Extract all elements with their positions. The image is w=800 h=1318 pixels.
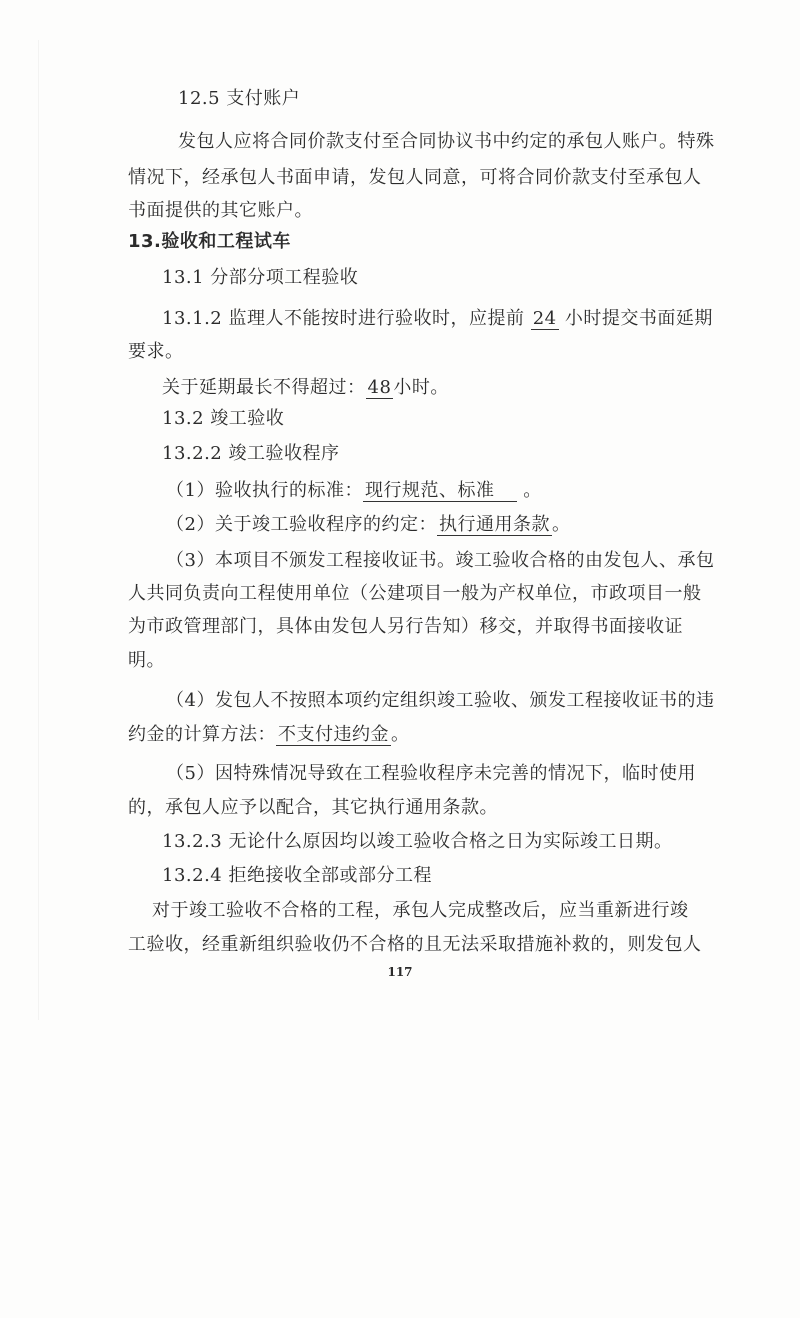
paragraph-line: 工验收，经重新组织验收仍不合格的且无法采取措施补救的，则发包人 [128, 934, 702, 955]
max-delay-hours: 48 [367, 377, 392, 398]
paragraph-line: 的，承包人应予以配合，其它执行通用条款。 [128, 797, 498, 818]
section-13-2-3-text: 13.2.3 无论什么原因均以竣工验收合格之日为实际竣工日期。 [162, 831, 673, 852]
section-13-heading: 13.验收和工程试车 [128, 231, 291, 252]
clause-text: 13.1.2 监理人不能按时进行验收时，应提前 [162, 308, 525, 329]
section-13-2-title: 13.2 竣工验收 [162, 408, 285, 429]
item-4-penalty-line [128, 723, 410, 747]
section-13-1-title: 13.1 分部分项工程验收 [162, 267, 359, 288]
paragraph-line: 发包人应将合同价款支付至合同协议书中约定的承包人账户。特殊 [178, 131, 715, 152]
section-13-1-2-line [162, 307, 713, 331]
paragraph-line: 要求。 [128, 341, 184, 362]
procedure-agreement-value: 执行通用条款 [438, 514, 550, 535]
paragraph-line: 对于竣工验收不合格的工程，承包人完成整改后，应当重新进行竣 [152, 900, 689, 921]
clause-text: 小时提交书面延期 [564, 308, 713, 329]
clause-text: 。 [391, 724, 410, 745]
clause-text: 。 [551, 514, 571, 535]
section-13-2-4-title: 13.2.4 拒绝接收全部或部分工程 [162, 865, 432, 886]
section-12-5-title: 12.5 支付账户 [178, 88, 301, 109]
penalty-method-value: 不支付违约金 [278, 724, 389, 745]
delay-limit-line [162, 376, 449, 400]
clause-text: 关于延期最长不得超过： [162, 377, 366, 398]
clause-text: （1）验收执行的标准： [166, 480, 363, 501]
paragraph-line: （3）本项目不颁发工程接收证书。竣工验收合格的由发包人、承包 [166, 550, 715, 571]
page-number: 117 [387, 965, 413, 979]
paragraph-line: 人共同负责向工程使用单位（公建项目一般为产权单位，市政项目一般 [128, 583, 702, 604]
clause-text: 小时。 [393, 377, 449, 398]
paragraph-line: （5）因特殊情况导致在工程验收程序未完善的情况下，临时使用 [166, 763, 696, 784]
item-2-line [166, 513, 570, 537]
clause-text: 约金的计算方法： [128, 724, 276, 745]
clause-text: （2）关于竣工验收程序的约定： [166, 514, 437, 535]
acceptance-standard-value: 现行规范、标准 [363, 481, 517, 502]
paragraph-line: （4）发包人不按照本项约定组织竣工验收、颁发工程接收证书的违 [166, 690, 715, 711]
section-13-2-2-title: 13.2.2 竣工验收程序 [162, 443, 340, 464]
hours-value: 24 [532, 308, 557, 329]
item-1-line [166, 479, 542, 503]
paragraph-line: 为市政管理部门，具体由发包人另行告知）移交，并取得书面接收证 [128, 616, 683, 637]
scan-edge-mark [38, 40, 39, 1020]
paragraph-line: 明。 [128, 650, 165, 671]
paragraph-line: 书面提供的其它账户。 [128, 200, 313, 221]
clause-text: 。 [523, 480, 542, 501]
paragraph-line: 情况下，经承包人书面申请，发包人同意，可将合同价款支付至承包人 [128, 167, 702, 188]
